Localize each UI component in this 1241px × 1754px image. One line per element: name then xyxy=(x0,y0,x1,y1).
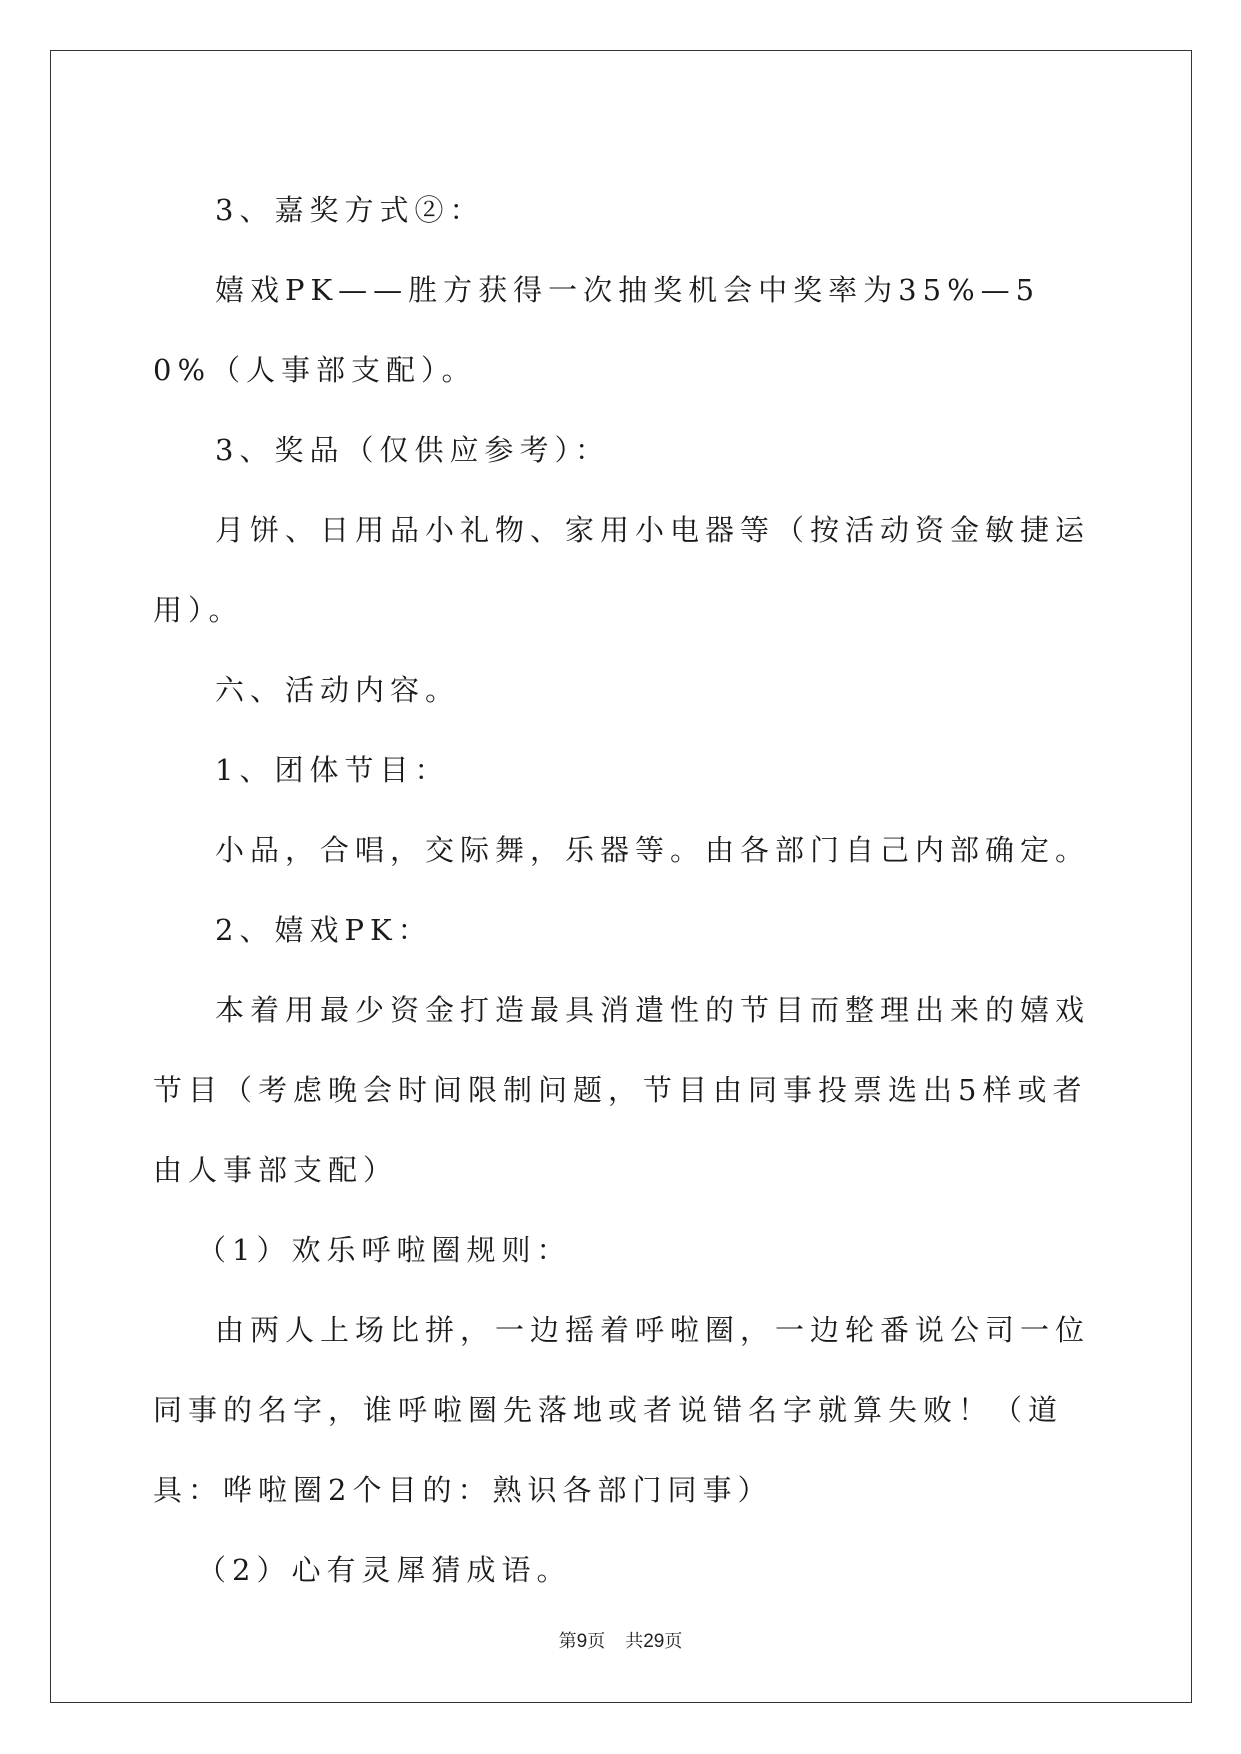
paragraph-award-method: 3、嘉奖方式②： xyxy=(215,193,485,227)
footer-total-prefix: 共 xyxy=(625,1631,644,1652)
paragraph-game-pk-prize: 嬉戏PK——胜方获得一次抽奖机会中奖率为35%—50%（人事部支配）。 xyxy=(153,273,1041,387)
paragraph-prizes-list: 月饼、日用品小礼物、家用小电器等（按活动资金敏捷运用）。 xyxy=(153,513,1091,627)
paragraph-group-program-heading: 1、团体节目： xyxy=(215,753,450,787)
footer-total-pages: 29 xyxy=(643,1631,665,1652)
paragraph-hula-hoop-rules: 由两人上场比拼，一边摇着呼啦圈，一边轮番说公司一位同事的名字，谁呼啦圈先落地或者说错名字就算失败！（道具：哗啦圈2个目的：熟识各部门同事） xyxy=(153,1313,1091,1507)
footer-page-suffix: 页 xyxy=(587,1631,606,1652)
footer-total-suffix: 页 xyxy=(664,1631,683,1652)
paragraph-hula-hoop-rules-heading: （1）欢乐呼啦圈规则： xyxy=(197,1233,572,1267)
document-body xyxy=(153,170,1093,1610)
paragraph-group-program-list: 小品，合唱，交际舞，乐器等。由各部门自己内部确定。 xyxy=(215,833,1091,867)
paragraph-game-pk-description: 本着用最少资金打造最具消遣性的节目而整理出来的嬉戏节目（考虑晚会时间限制问题，节目由同事投票选出5样或者由人事部支配） xyxy=(153,993,1091,1187)
section-heading-activity-content: 六、活动内容。 xyxy=(215,673,461,707)
paragraph-idiom-guess-heading: （2）心有灵犀猜成语。 xyxy=(197,1553,572,1587)
footer-prefix: 第 xyxy=(558,1631,577,1652)
footer-page-number: 9 xyxy=(576,1631,588,1652)
paragraph-game-pk-heading: 2、嬉戏PK： xyxy=(215,913,433,947)
page-footer xyxy=(0,1627,1241,1653)
paragraph-prizes-heading: 3、奖品（仅供应参考）： xyxy=(215,433,610,467)
